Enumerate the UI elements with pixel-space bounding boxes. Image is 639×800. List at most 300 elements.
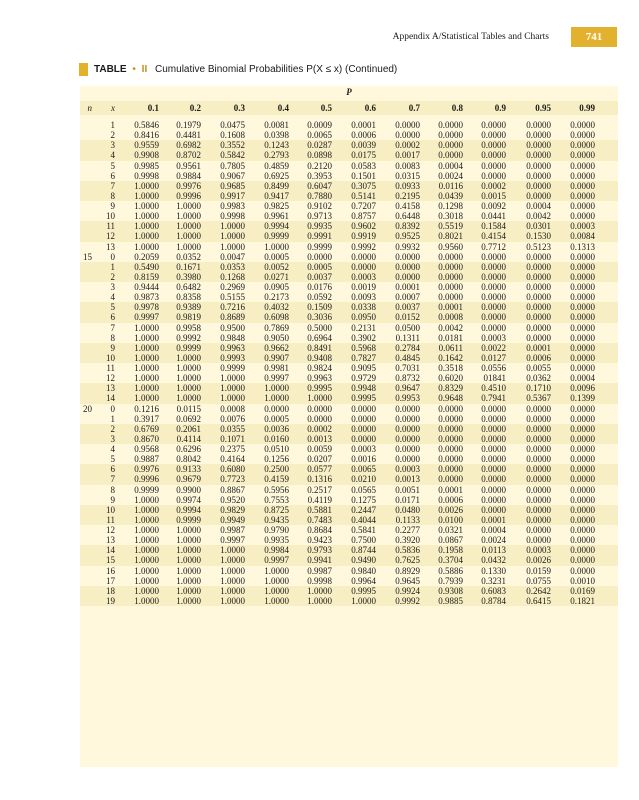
cell-value: 0.2059 (134, 251, 159, 262)
cell-value: 0.8392 (395, 221, 420, 232)
cell-value: 0.6080 (220, 464, 245, 475)
cell-value: 0.0000 (438, 282, 463, 292)
header-p-0.95: 0.95 (535, 103, 551, 113)
cell-value: 0.8491 (307, 342, 332, 353)
cell-value: 0.9993 (220, 352, 245, 363)
cell-value: 0.9435 (264, 514, 289, 525)
cell-value: 0.0051 (395, 484, 420, 495)
cell-value: 0.5000 (307, 322, 332, 333)
cell-value: 0.0001 (438, 484, 463, 495)
table-row (80, 404, 618, 414)
cell-value: 0.0000 (526, 535, 551, 546)
cell-value: 0.0000 (395, 120, 420, 130)
cell-value: 0.7941 (481, 393, 506, 404)
header-p-0.8: 0.8 (451, 103, 463, 113)
cell-value: 0.0000 (570, 180, 595, 191)
cell-value: 0.0000 (570, 535, 595, 546)
cell-x: 6 (110, 312, 115, 323)
cell-value: 0.0016 (351, 454, 376, 465)
cell-value: 0.8159 (134, 271, 159, 282)
cell-value: 0.1509 (307, 302, 332, 313)
cell-value: 0.0398 (264, 130, 289, 141)
cell-value: 0.0037 (307, 271, 332, 282)
cell-value: 0.0039 (351, 140, 376, 151)
cell-value: 0.0362 (526, 373, 551, 384)
table-row (80, 566, 618, 576)
cell-value: 0.9713 (307, 211, 332, 222)
cell-value: 1.0000 (134, 555, 159, 566)
cell-value: 1.0000 (220, 383, 245, 394)
cell-value: 0.9932 (395, 241, 420, 252)
cell-value: 1.0000 (134, 322, 159, 333)
cell-value: 0.0000 (395, 403, 420, 414)
cell-value: 1.0000 (176, 565, 201, 576)
cell-value: 1.0000 (220, 231, 245, 242)
cell-value: 0.0065 (351, 464, 376, 475)
cell-value: 0.7216 (220, 302, 245, 313)
cell-value: 0.6296 (176, 444, 201, 454)
cell-value: 0.0000 (570, 251, 595, 262)
cell-value: 0.0003 (481, 332, 506, 343)
table-row (80, 302, 618, 312)
cell-value: 0.0000 (570, 525, 595, 535)
cell-value: 0.2447 (351, 504, 376, 515)
cell-value: 0.0015 (481, 190, 506, 201)
header-p-0.9: 0.9 (494, 103, 506, 113)
cell-value: 0.0000 (438, 292, 463, 303)
cell-value: 0.0000 (351, 423, 376, 434)
cell-x: 3 (110, 433, 115, 444)
cell-value: 0.0315 (395, 170, 420, 181)
cell-value: 0.9992 (395, 595, 420, 606)
cell-value: 0.9102 (307, 201, 332, 211)
cell-value: 0.0005 (264, 251, 289, 262)
cell-value: 1.0000 (307, 393, 332, 404)
table-row (80, 181, 618, 191)
cell-x: 18 (106, 585, 115, 596)
cell-value: 0.0000 (395, 271, 420, 282)
cell-value: 1.0000 (307, 585, 332, 596)
cell-value: 0.0210 (351, 474, 376, 485)
cell-value: 0.0000 (570, 565, 595, 576)
column-header-row (80, 101, 618, 115)
cell-value: 0.0000 (438, 413, 463, 424)
cell-value: 0.5842 (220, 150, 245, 161)
cell-value: 1.0000 (351, 595, 376, 606)
cell-value: 0.0000 (526, 514, 551, 525)
cell-value: 0.0000 (481, 261, 506, 272)
cell-value: 0.0000 (395, 444, 420, 454)
header-p-0.1: 0.1 (147, 103, 159, 113)
cell-value: 0.1608 (220, 130, 245, 141)
cell-value: 0.0022 (481, 342, 506, 353)
cell-value: 0.0000 (570, 484, 595, 495)
cell-value: 0.9998 (220, 211, 245, 222)
cell-value: 0.0338 (351, 302, 376, 313)
page-number: 741 (571, 27, 617, 47)
table-row (80, 555, 618, 565)
cell-value: 0.0026 (438, 504, 463, 515)
cell-value: 1.0000 (220, 373, 245, 384)
cell-value: 0.0003 (395, 464, 420, 475)
cell-x: 13 (106, 535, 115, 546)
cell-value: 0.2784 (395, 342, 420, 353)
cell-x: 12 (106, 373, 115, 384)
cell-value: 0.6020 (438, 373, 463, 384)
cell-value: 0.0000 (481, 454, 506, 465)
cell-value: 0.0950 (351, 312, 376, 323)
cell-value: 0.0439 (438, 190, 463, 201)
cell-value: 0.1979 (176, 120, 201, 130)
cell-value: 0.0000 (570, 150, 595, 161)
cell-x: 2 (110, 130, 115, 141)
cell-value: 0.0000 (526, 312, 551, 323)
cell-value: 0.9992 (176, 332, 201, 343)
cell-value: 1.0000 (220, 575, 245, 586)
cell-value: 0.0867 (438, 535, 463, 546)
table-row (80, 535, 618, 545)
cell-value: 1.0000 (134, 211, 159, 222)
cell-value: 0.1958 (438, 545, 463, 556)
cell-value: 0.0000 (526, 444, 551, 454)
cell-value: 0.8416 (134, 130, 159, 141)
cell-x: 9 (110, 201, 115, 211)
header-p-0.6: 0.6 (364, 103, 376, 113)
cell-value: 0.9976 (134, 464, 159, 475)
table-title (79, 63, 397, 76)
header-x: x (111, 103, 115, 113)
table-row (80, 393, 618, 403)
cell-value: 0.0002 (481, 180, 506, 191)
cell-value: 0.9067 (220, 170, 245, 181)
cell-value: 0.9997 (220, 535, 245, 546)
cell-value: 0.0000 (351, 413, 376, 424)
cell-value: 0.0055 (526, 363, 551, 373)
cell-value: 0.1243 (264, 140, 289, 151)
cell-value: 0.3552 (220, 140, 245, 151)
cell-value: 0.0008 (438, 312, 463, 323)
cell-value: 0.0006 (438, 494, 463, 505)
cell-value: 0.3902 (351, 332, 376, 343)
cell-value: 0.4510 (481, 383, 506, 394)
cell-value: 0.5155 (220, 292, 245, 303)
cell-value: 0.7553 (264, 494, 289, 505)
cell-value: 0.0092 (481, 201, 506, 211)
cell-value: 0.0692 (176, 413, 201, 424)
cell-value: 0.0000 (481, 464, 506, 475)
cell-value: 0.9963 (220, 342, 245, 353)
cell-x: 0 (110, 251, 115, 262)
cell-value: 0.0000 (526, 130, 551, 141)
cell-value: 0.5141 (351, 190, 376, 201)
cell-x: 12 (106, 231, 115, 242)
cell-value: 1.0000 (264, 585, 289, 596)
cell-value: 0.0169 (570, 585, 595, 596)
cell-value: 0.4154 (481, 231, 506, 242)
cell-value: 0.1298 (438, 201, 463, 211)
cell-value: 0.8329 (438, 383, 463, 394)
cell-value: 0.0000 (570, 444, 595, 454)
cell-value: 0.0000 (481, 403, 506, 414)
cell-value: 0.0000 (481, 170, 506, 181)
cell-value: 0.0000 (570, 454, 595, 465)
cell-value: 0.0000 (481, 140, 506, 151)
table-row (80, 363, 618, 373)
cell-value: 0.0004 (570, 373, 595, 384)
cell-value: 0.0037 (395, 302, 420, 313)
cell-value: 0.0008 (220, 403, 245, 414)
table-row (80, 171, 618, 181)
cell-x: 4 (110, 150, 115, 161)
cell-value: 1.0000 (176, 221, 201, 232)
cell-value: 0.0159 (526, 565, 551, 576)
cell-value: 0.2793 (264, 150, 289, 161)
cell-value: 0.0005 (307, 261, 332, 272)
cell-value: 0.0353 (220, 261, 245, 272)
cell-value: 0.0000 (481, 494, 506, 505)
cell-value: 0.0000 (395, 413, 420, 424)
cell-value: 0.0321 (438, 525, 463, 535)
cell-value: 0.9662 (264, 342, 289, 353)
cell-value: 0.1330 (481, 565, 506, 576)
cell-value: 0.0000 (438, 120, 463, 130)
cell-value: 0.0000 (481, 282, 506, 292)
table-row (80, 485, 618, 495)
cell-value: 1.0000 (134, 575, 159, 586)
cell-value: 0.0000 (570, 545, 595, 556)
table-row (80, 373, 618, 383)
cell-value: 0.9953 (395, 393, 420, 404)
cell-value: 0.0755 (526, 575, 551, 586)
cell-value: 0.0000 (438, 271, 463, 282)
table-row (80, 525, 618, 535)
cell-value: 0.0000 (481, 271, 506, 282)
cell-value: 0.0171 (395, 494, 420, 505)
cell-value: 1.0000 (264, 565, 289, 576)
cell-value: 0.9999 (176, 514, 201, 525)
cell-value: 1.0000 (307, 595, 332, 606)
cell-value: 0.0000 (481, 251, 506, 262)
cell-value: 0.0000 (481, 504, 506, 515)
cell-x: 2 (110, 423, 115, 434)
table-row (80, 150, 618, 160)
table-row (80, 474, 618, 484)
cell-value: 0.0000 (526, 292, 551, 303)
cell-value: 0.0000 (395, 130, 420, 141)
cell-value: 0.0000 (570, 292, 595, 303)
table-row (80, 312, 618, 322)
cell-value: 0.8702 (176, 150, 201, 161)
cell-value: 0.0000 (481, 484, 506, 495)
table-row (80, 454, 618, 464)
cell-value: 0.0000 (570, 464, 595, 475)
cell-value: 0.3518 (438, 363, 463, 373)
cell-value: 0.0000 (481, 423, 506, 434)
cell-value: 0.9423 (307, 535, 332, 546)
cell-value: 0.0000 (570, 130, 595, 141)
cell-value: 0.9997 (264, 555, 289, 566)
cell-value: 0.0010 (570, 575, 595, 586)
cell-value: 1.0000 (176, 585, 201, 596)
cell-value: 0.0001 (438, 302, 463, 313)
cell-value: 0.0003 (526, 545, 551, 556)
cell-value: 1.0000 (176, 525, 201, 535)
cell-x: 7 (110, 180, 115, 191)
cell-value: 0.6769 (134, 423, 159, 434)
table-row (80, 272, 618, 282)
cell-value: 0.0009 (307, 120, 332, 130)
cell-value: 1.0000 (134, 545, 159, 556)
cell-value: 0.9408 (307, 352, 332, 363)
cell-value: 0.7827 (351, 352, 376, 363)
cell-value: 0.0301 (526, 221, 551, 232)
cell-value: 0.0355 (220, 423, 245, 434)
table-row (80, 515, 618, 525)
cell-value: 0.0000 (570, 140, 595, 151)
cell-value: 0.9729 (351, 373, 376, 384)
cell-value: 0.9908 (134, 150, 159, 161)
cell-value: 0.1256 (264, 454, 289, 465)
cell-value: 0.1710 (526, 383, 551, 394)
cell-x: 8 (110, 190, 115, 201)
cell-value: 0.0000 (438, 261, 463, 272)
cell-value: 0.9995 (307, 383, 332, 394)
cell-value: 0.0000 (570, 342, 595, 353)
table-row (80, 242, 618, 252)
cell-value: 0.9648 (438, 393, 463, 404)
cell-value: 0.0000 (351, 261, 376, 272)
cell-value: 0.0000 (438, 251, 463, 262)
cell-value: 0.0000 (570, 261, 595, 272)
cell-value: 0.0000 (481, 444, 506, 454)
cell-value: 1.0000 (176, 393, 201, 404)
cell-value: 0.6964 (307, 332, 332, 343)
cell-value: 0.0000 (481, 413, 506, 424)
cell-value: 0.0115 (176, 403, 201, 414)
cell-value: 0.0000 (481, 292, 506, 303)
cell-value: 1.0000 (176, 231, 201, 242)
cell-value: 0.2517 (307, 484, 332, 495)
cell-value: 0.9999 (134, 484, 159, 495)
cell-value: 1.0000 (134, 595, 159, 606)
cell-value: 0.1584 (481, 221, 506, 232)
header-p-0.2: 0.2 (189, 103, 201, 113)
cell-value: 0.0000 (570, 190, 595, 201)
cell-value: 0.9999 (220, 363, 245, 373)
cell-value: 1.0000 (176, 545, 201, 556)
cell-value: 0.9133 (176, 464, 201, 475)
cell-x: 15 (106, 555, 115, 566)
cell-value: 1.0000 (134, 504, 159, 515)
cell-value: 0.0000 (481, 322, 506, 333)
cell-value: 0.0047 (220, 251, 245, 262)
cell-value: 0.0096 (570, 383, 595, 394)
cell-value: 0.0000 (438, 464, 463, 475)
cell-value: 0.8358 (176, 292, 201, 303)
cell-x: 3 (110, 140, 115, 151)
cell-value: 0.1399 (570, 393, 595, 404)
cell-value: 0.0000 (570, 433, 595, 444)
cell-value: 0.0000 (351, 403, 376, 414)
cell-value: 0.0100 (438, 514, 463, 525)
cell-value: 0.5123 (526, 241, 551, 252)
cell-value: 0.0000 (526, 454, 551, 465)
cell-value: 1.0000 (134, 363, 159, 373)
cell-value: 0.4481 (176, 130, 201, 141)
table-row (80, 282, 618, 292)
cell-value: 0.0176 (307, 282, 332, 292)
cell-x: 3 (110, 282, 115, 292)
cell-value: 0.1316 (307, 474, 332, 485)
table-label: TABLE (94, 64, 127, 75)
cell-value: 0.0000 (438, 444, 463, 454)
cell-value: 0.9978 (134, 302, 159, 313)
header-p-0.7: 0.7 (408, 103, 420, 113)
cell-value: 0.7500 (351, 535, 376, 546)
cell-value: 0.0000 (570, 120, 595, 130)
cell-value: 0.8684 (307, 525, 332, 535)
cell-value: 0.2061 (176, 423, 201, 434)
cell-value: 0.4158 (395, 201, 420, 211)
cell-value: 0.0006 (351, 130, 376, 141)
cell-value: 1.0000 (134, 201, 159, 211)
table-row (80, 252, 618, 262)
cell-value: 0.0000 (351, 251, 376, 262)
cell-value: 1.0000 (134, 565, 159, 576)
cell-value: 0.0000 (526, 504, 551, 515)
running-header (393, 27, 617, 47)
cell-value: 0.7625 (395, 555, 420, 566)
cell-value: 0.9949 (220, 514, 245, 525)
cell-value: 0.5519 (438, 221, 463, 232)
cell-value: 0.9935 (307, 221, 332, 232)
cell-value: 0.4119 (307, 494, 332, 505)
cell-value: 1.0000 (134, 383, 159, 394)
cell-value: 0.9490 (351, 555, 376, 566)
table-row (80, 586, 618, 596)
cell-value: 0.7207 (351, 201, 376, 211)
cell-value: 0.2195 (395, 190, 420, 201)
cell-value: 0.0004 (438, 160, 463, 171)
cell-value: 1.0000 (134, 221, 159, 232)
cell-value: 0.0000 (307, 403, 332, 414)
cell-x: 10 (106, 211, 115, 222)
binomial-table (80, 86, 618, 767)
cell-value: 0.8929 (395, 565, 420, 576)
cell-value: 0.0001 (351, 120, 376, 130)
cell-value: 0.9568 (134, 444, 159, 454)
cell-value: 0.0898 (307, 150, 332, 161)
cell-value: 0.0042 (438, 322, 463, 333)
cell-value: 0.0592 (307, 292, 332, 303)
cell-value: 0.4032 (264, 302, 289, 313)
cell-value: 0.0000 (395, 261, 420, 272)
cell-value: 0.0000 (438, 433, 463, 444)
cell-value: 0.9984 (264, 545, 289, 556)
cell-value: 0.2375 (220, 444, 245, 454)
cell-value: 1.0000 (134, 514, 159, 525)
cell-value: 0.6098 (264, 312, 289, 323)
cell-value: 0.0000 (526, 474, 551, 485)
cell-value: 0.0000 (438, 474, 463, 485)
cell-value: 0.0000 (570, 474, 595, 485)
cell-value: 0.8757 (351, 211, 376, 222)
cell-value: 1.0000 (220, 595, 245, 606)
cell-value: 0.6047 (307, 180, 332, 191)
cell-value: 1.0000 (176, 373, 201, 384)
cell-value: 0.9998 (134, 170, 159, 181)
cell-value: 0.0000 (526, 160, 551, 171)
